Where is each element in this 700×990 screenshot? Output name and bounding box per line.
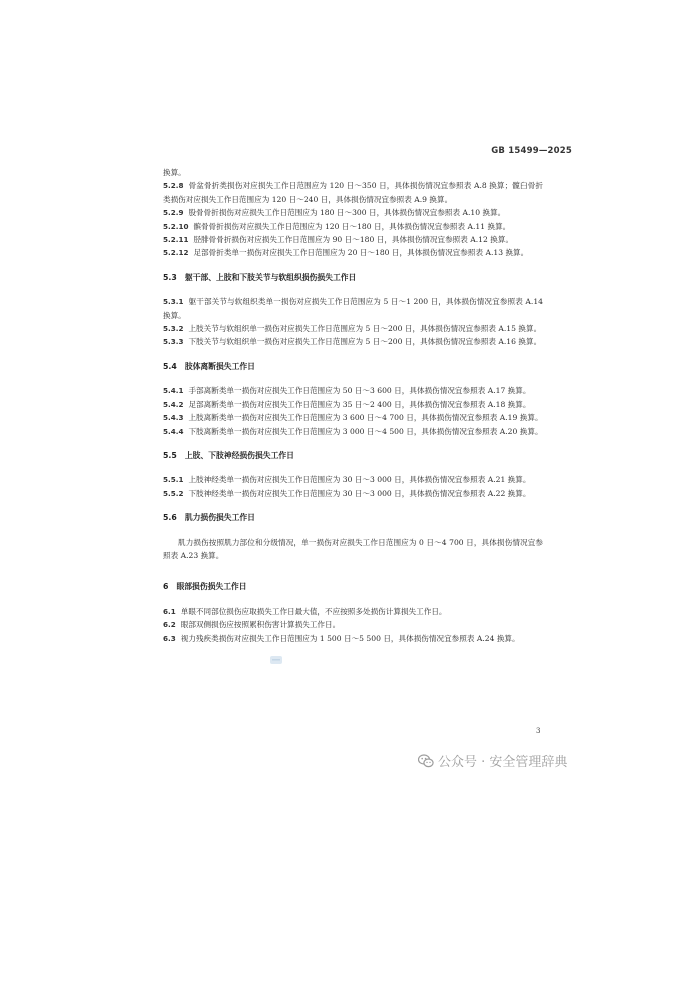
page-number: 3 [536, 727, 541, 735]
heading-text: 躯干部、上肢和下肢关节与软组织损伤损失工作日 [184, 272, 357, 282]
clause-5-2-10 [163, 220, 543, 233]
clause-5-5-1 [163, 473, 543, 486]
clause-number: 5.3.3 [163, 337, 184, 347]
clause-number: 5.2.8 [163, 181, 184, 191]
heading-text: 眼部损伤损失工作日 [176, 582, 247, 592]
heading-number: 5.6 [163, 513, 177, 523]
paragraph-5-6: 肌力损伤按照肌力部位和分级情况，单一损伤对应损失工作日范围应为 0 日～4 700 日，具体损伤情况宜参照表 A.23 换算。 [163, 537, 543, 560]
clause-text: 足部骨折类单一损伤对应损失工作日范围应为 20 日～180 日，具体损伤情况宜参照表 A.13 换算。 [193, 248, 529, 258]
clause-5-2-9 [163, 206, 543, 219]
heading-text: 肌力损伤损失工作日 [184, 513, 255, 523]
clause-number: 6.3 [163, 633, 176, 643]
section-heading-5-6 [163, 511, 543, 524]
clause-5-3-2 [163, 322, 543, 335]
clause-text: 视力残疾类损伤对应损失工作日范围应为 1 500 日～5 500 日，具体损伤情况宜参照表 A.24 换算。 [180, 633, 520, 643]
clause-5-2-12 [163, 246, 543, 259]
clause-number: 5.2.12 [163, 248, 189, 258]
clause-number: 5.4.4 [163, 426, 184, 436]
clause-5-4-2 [163, 398, 543, 411]
section-heading-5-3 [163, 271, 543, 284]
wechat-watermark [418, 751, 567, 770]
clause-number: 5.4.3 [163, 413, 184, 423]
clause-5-2-8 [163, 179, 543, 206]
clause-number: 5.4.2 [163, 399, 184, 409]
clause-number: 6.1 [163, 606, 176, 616]
heading-text: 上肢、下肢神经损伤损失工作日 [184, 450, 294, 460]
clause-text: 上肢关节与软组织单一损伤对应损失工作日范围应为 5 日～200 日，具体损伤情况宜参照表 A.15 换算。 [188, 324, 542, 334]
clause-number: 5.2.11 [163, 235, 189, 245]
clause-5-5-2 [163, 487, 543, 500]
clause-text: 上肢离断类单一损伤对应损失工作日范围应为 3 600 日～4 700 日，具体损伤情况宜参照表 A.19 换算。 [188, 413, 543, 423]
clause-5-3-1 [163, 295, 543, 322]
section-heading-5-4 [163, 360, 543, 373]
paragraph-continuation: 换算。 [163, 168, 186, 177]
clause-number: 5.2.10 [163, 221, 189, 231]
clause-text: 单眼不同部位损伤应取损失工作日最大值，不应按照多处损伤计算损失工作日。 [180, 606, 447, 616]
section-heading-6 [163, 580, 543, 593]
clause-6-1 [163, 605, 543, 618]
clause-text: 髌骨骨折损伤对应损失工作日范围应为 120 日～180 日，具体损伤情况宜参照表 A.11 换算。 [193, 221, 511, 231]
clause-number: 5.2.9 [163, 208, 184, 218]
clause-5-3-3 [163, 335, 543, 348]
clause-number: 5.5.1 [163, 475, 184, 485]
standard-code: GB 15499—2025 [491, 146, 572, 156]
clause-5-4-4 [163, 425, 543, 438]
clause-number: 5.5.2 [163, 488, 184, 498]
heading-number: 5.5 [163, 450, 177, 460]
clause-text: 下肢关节与软组织单一损伤对应损失工作日范围应为 5 日～200 日，具体损伤情况宜参照表 A.16 换算。 [188, 337, 542, 347]
clause-text: 上肢神经类单一损伤对应损失工作日范围应为 30 日～3 000 日，具体损伤情况宜参照表 A.21 换算。 [188, 475, 531, 485]
clause-text: 股骨骨折损伤对应损失工作日范围应为 180 日～300 日，具体损伤情况宜参照表 A.10 换算。 [188, 208, 506, 218]
clause-number: 5.4.1 [163, 386, 184, 396]
document-body [163, 166, 543, 645]
clause-text: 下肢离断类单一损伤对应损失工作日范围应为 3 000 日～4 500 日，具体损伤情况宜参照表 A.20 换算。 [188, 426, 543, 436]
clause-5-4-1 [163, 384, 543, 397]
section-heading-5-5 [163, 449, 543, 462]
clause-text: 手部离断类单一损伤对应损失工作日范围应为 50 日～3 600 日，具体损伤情况宜参照表 A.17 换算。 [188, 386, 531, 396]
clause-text: 足部离断类单一损伤对应损失工作日范围应为 35 日～2 400 日，具体损伤情况宜参照表 A.18 换算。 [188, 399, 531, 409]
clause-number: 6.2 [163, 620, 176, 630]
clause-5-2-11 [163, 233, 543, 246]
heading-number: 5.4 [163, 361, 177, 371]
clause-text: 胫腓骨骨折损伤对应损失工作日范围应为 90 日～180 日，具体损伤情况宜参照表 A.12 换算。 [193, 235, 514, 245]
clause-5-4-3 [163, 411, 543, 424]
clause-text: 骨盆骨折类损伤对应损失工作日范围应为 120 日～350 日，具体损伤情况宜参照表 A.8 换算；髋臼骨折类损伤对应损失工作日范围应为 120 日～240 日，具体损伤情况宜参照表 A.9 换算。 [163, 181, 543, 204]
faint-watermark-icon [270, 656, 282, 664]
heading-number: 5.3 [163, 272, 177, 282]
clause-6-3 [163, 632, 543, 645]
watermark-text: 公众号 · 安全管理辞典 [438, 755, 568, 770]
clause-text: 躯干部关节与软组织类单一损伤对应损失工作日范围应为 5 日～1 200 日，具体损伤情况宜参照表 A.14 换算。 [163, 297, 543, 320]
clause-number: 5.3.1 [163, 297, 184, 307]
heading-text: 肢体离断损失工作日 [184, 361, 255, 371]
clause-6-2 [163, 618, 543, 631]
heading-number: 6 [163, 582, 169, 592]
clause-number: 5.3.2 [163, 324, 184, 334]
clause-text: 下肢神经类单一损伤对应损失工作日范围应为 30 日～3 000 日，具体损伤情况宜参照表 A.22 换算。 [188, 488, 531, 498]
clause-text: 眼部双侧损伤应按照累积伤害计算损失工作日。 [180, 620, 341, 630]
wechat-icon [418, 754, 434, 768]
